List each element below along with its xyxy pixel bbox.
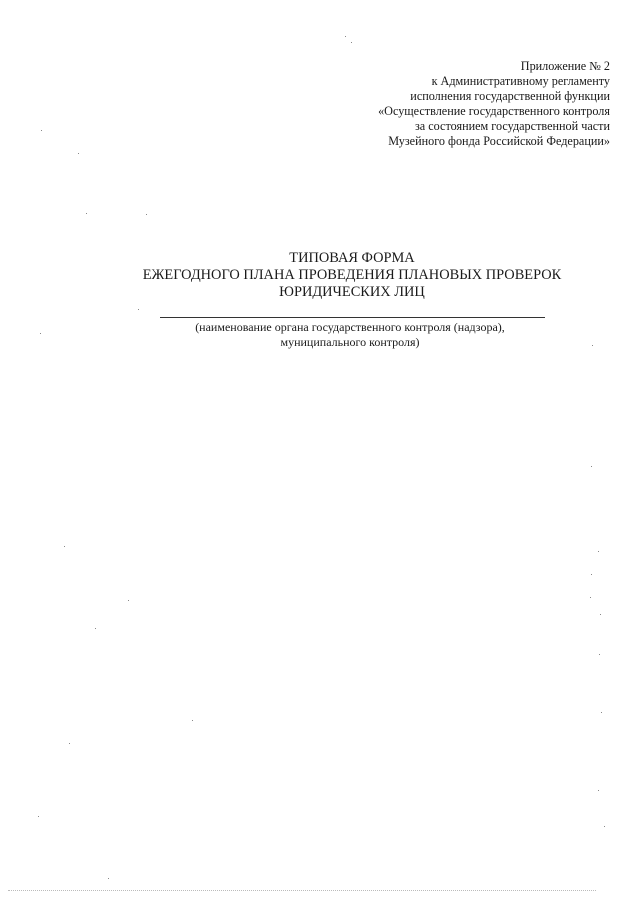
scan-speck xyxy=(604,826,605,827)
scan-speck xyxy=(598,551,599,552)
scan-speck xyxy=(108,878,109,879)
scan-speck xyxy=(40,333,41,334)
appendix-note xyxy=(280,59,610,148)
scan-speck xyxy=(600,614,601,615)
appendix-line: «Осуществление государственного контроля xyxy=(378,103,610,118)
scan-speck xyxy=(78,153,79,154)
appendix-line: к Административному регламенту xyxy=(431,73,610,88)
scan-speck xyxy=(86,213,87,214)
title-line: ЕЖЕГОДНОГО ПЛАНА ПРОВЕДЕНИЯ ПЛАНОВЫХ ПРОВЕРОК xyxy=(142,266,562,283)
scan-speck xyxy=(128,600,129,601)
scan-speck xyxy=(590,597,591,598)
scan-speck xyxy=(345,36,346,37)
title-line: ЮРИДИЧЕСКИХ ЛИЦ xyxy=(279,283,425,300)
appendix-line: Приложение № 2 xyxy=(520,59,610,73)
title-line: ТИПОВАЯ ФОРМА xyxy=(289,250,415,266)
appendix-line: исполнения государственной функции xyxy=(410,88,610,103)
caption-line: (наименование органа государственного контроля (надзора), xyxy=(195,320,505,334)
caption-line: муниципального контроля) xyxy=(280,335,420,349)
scan-speck xyxy=(591,574,592,575)
scan-speck xyxy=(592,345,593,346)
appendix-line: за состоянием государственной части xyxy=(414,118,610,133)
scan-speck xyxy=(591,466,592,467)
scan-speck xyxy=(601,712,602,713)
document-title xyxy=(100,250,604,300)
scan-speck xyxy=(95,628,96,629)
scan-speck xyxy=(64,546,65,547)
scan-edge-dots xyxy=(8,890,596,891)
scan-speck xyxy=(69,743,70,744)
scan-speck xyxy=(138,309,139,310)
scan-speck xyxy=(598,790,599,791)
scan-speck xyxy=(192,720,193,721)
org-name-fill-line xyxy=(160,317,545,318)
org-name-caption xyxy=(150,320,550,350)
appendix-line: Музейного фонда Российской Федерации» xyxy=(388,133,610,148)
scan-speck xyxy=(599,654,600,655)
scan-speck xyxy=(351,42,352,43)
scan-speck xyxy=(146,214,147,215)
scan-speck xyxy=(38,816,39,817)
scan-speck xyxy=(41,130,42,131)
